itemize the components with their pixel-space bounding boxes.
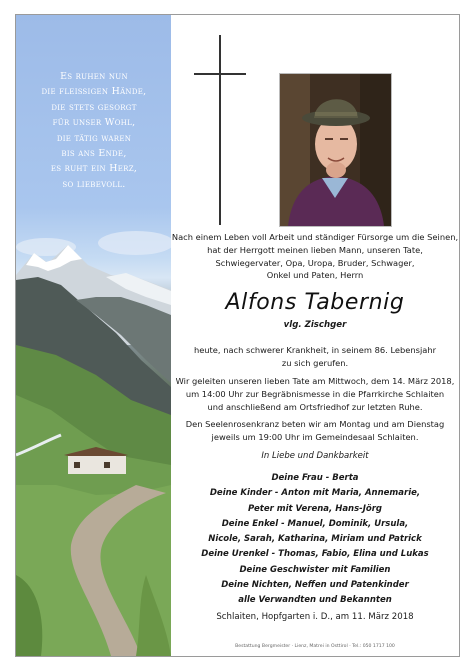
family-line: Deine Geschwister mit Familien — [239, 564, 391, 575]
family-line: Deine Kinder - Anton mit Maria, Annemarie, — [209, 488, 421, 499]
death-notice-text — [171, 344, 459, 370]
deceased-name: Alfons Tabernig — [225, 290, 405, 315]
parte-card — [15, 14, 460, 657]
death-line: zu sich gerufen. — [281, 357, 349, 368]
intro-line: hat der Herrgott meinen lieben Mann, unseren Tate, — [207, 244, 423, 255]
verse-line: bis ans Ende, — [61, 148, 127, 160]
intro-line: Onkel und Paten, Herrn — [266, 270, 364, 281]
rosary-text — [171, 418, 459, 444]
mountain-photo-panel — [16, 15, 171, 656]
family-line: Deine Frau - Berta — [271, 473, 359, 483]
deceased-alias: vlg. Zischger — [283, 320, 347, 330]
rosary-line: jeweils um 19:00 Uhr im Gemeindesaal Schlaiten. — [211, 431, 419, 442]
verse-line: die tätig waren — [56, 132, 132, 144]
verse-line: für unser Wohl, — [52, 117, 136, 129]
family-line: Peter mit Verena, Hans-Jörg — [248, 503, 382, 514]
place-date: Schlaiten, Hopfgarten i. D., am 11. März 2018 — [216, 612, 414, 622]
family-line: Deine Nichten, Neffen und Patenkinder — [221, 580, 409, 591]
verse-line: so liebevoll. — [62, 178, 126, 190]
verse-line: es ruht ein Herz, — [50, 163, 138, 175]
funeral-service-text — [171, 375, 459, 413]
love-gratitude-line: In Liebe und Dankbarkeit — [261, 451, 369, 461]
family-line: alle Verwandten und Bekannten — [238, 595, 392, 606]
death-line: heute, nach schwerer Krankheit, in seinem 86. Lebensjahr — [193, 345, 437, 355]
service-line: um 14:00 Uhr zur Begräbnismesse in die Pfarrkirche Schlaiten — [185, 388, 445, 399]
verse-text — [24, 69, 164, 192]
intro-line: Nach einem Leben voll Arbeit und ständiger Fürsorge um die Seinen, — [171, 232, 459, 242]
family-line: Deine Urenkel - Thomas, Fabio, Elina und Lukas — [201, 549, 429, 560]
rosary-line: Den Seelenrosenkranz beten wir am Montag und am Dienstag — [185, 419, 445, 429]
cross-icon-horizontal — [194, 73, 246, 75]
undertaker-footer: Bestattung Bergmeister · Lienz, Matrei in Osttirol · Tel.: 050 1717 100 — [235, 644, 395, 649]
intro-text — [171, 231, 459, 282]
family-list — [171, 471, 459, 609]
verse-line: die stets gesorgt — [51, 101, 137, 113]
family-line: Deine Enkel - Manuel, Dominik, Ursula, — [221, 518, 409, 529]
deceased-portrait-photo — [279, 73, 392, 227]
verse-line: Es ruhen nun — [60, 71, 128, 82]
service-line: Wir geleiten unseren lieben Tate am Mittwoch, dem 14. März 2018, — [175, 376, 455, 386]
family-line: Nicole, Sarah, Katharina, Miriam und Patrick — [208, 534, 422, 545]
cross-icon-vertical — [219, 35, 221, 225]
intro-line: Schwiegervater, Opa, Uropa, Bruder, Schwager, — [215, 257, 415, 268]
verse-line: die fleißigen Hände, — [41, 86, 147, 98]
service-line: und anschließend am Ortsfriedhof zur letzten Ruhe. — [207, 401, 423, 412]
